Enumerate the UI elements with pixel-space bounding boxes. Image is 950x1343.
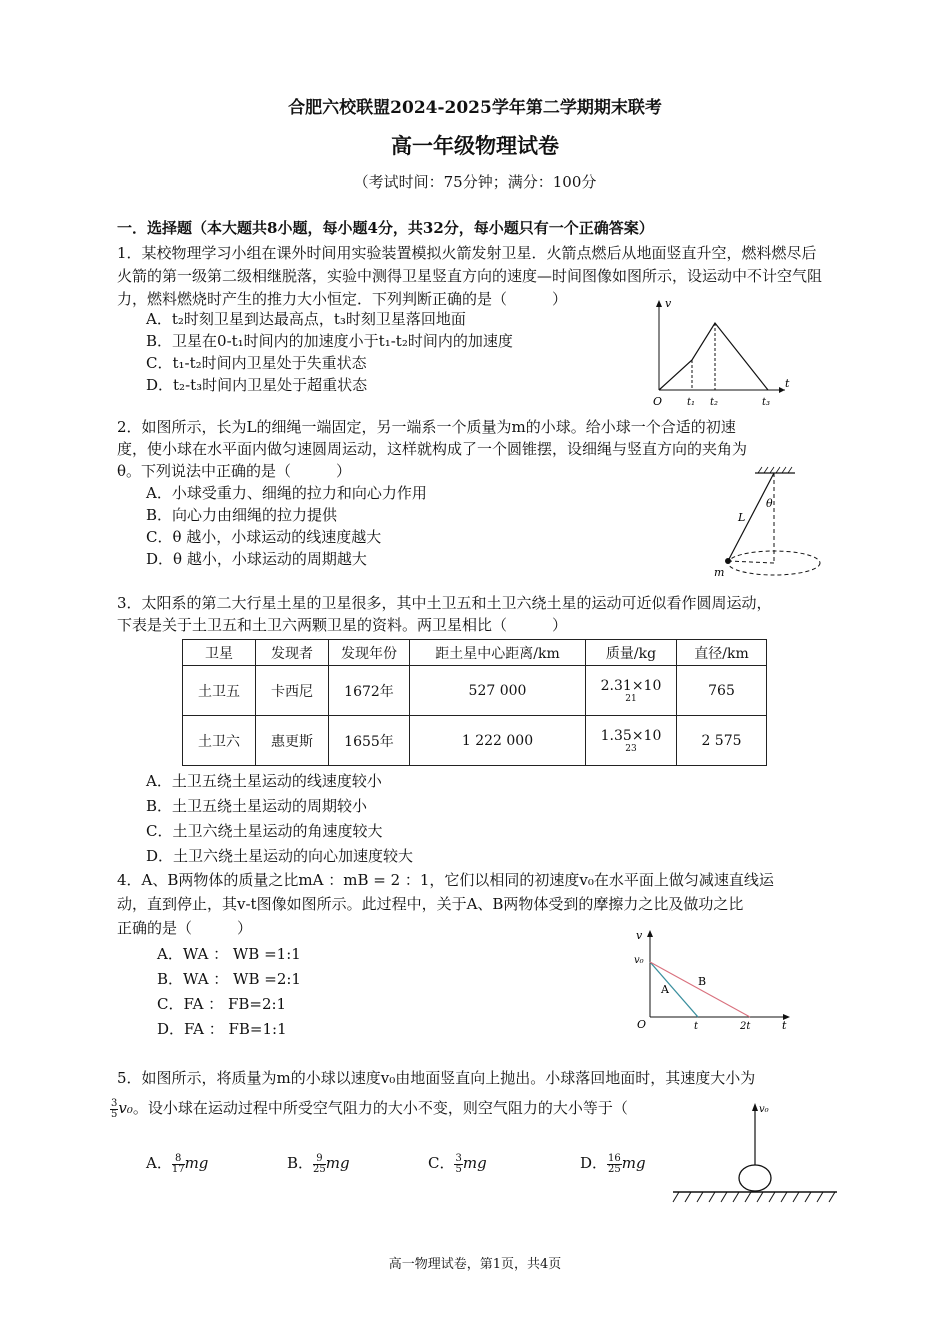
q5-option-a: A． $\frac{8}{17}$ mg [146,1152,209,1175]
q3-option-a: A．土卫五绕土星运动的线速度较小 [146,772,382,790]
table-header: 发现者 [256,640,329,666]
q3-option-b: B．土卫五绕土星运动的周期较小 [146,797,368,815]
table-cell: 1 222 000 [410,716,586,766]
q1-graph-origin: O [653,395,663,408]
q4-option-a: A．WA ： WB =1:1 [157,945,301,963]
q5-fraction: $\frac{3}{5}$ [111,1097,118,1120]
q1-graph-t3: t₃ [762,397,771,408]
q2-line: θ。下列说法中正确的是（ ） [117,462,352,480]
table-cell: 1655年 [329,716,410,766]
q3-option-d: D．土卫六绕土星运动的向心加速度较大 [146,847,414,865]
q5-line-2 [110,1098,628,1120]
table-cell: 1672年 [329,666,410,716]
q5-line-2-text: 。设小球在运动过程中所受空气阻力的大小不变，则空气阻力的大小等于（ [132,1099,628,1117]
q4-graph-b-label: B [698,975,707,988]
q2-conical-pendulum-figure [700,463,835,583]
q4-graph-2t: 2t [740,1021,751,1030]
q1-option-c: C．t₁-t₂时间内卫星处于失重状态 [146,354,367,372]
q5-option-b: B． $\frac{9}{25}$ mg [287,1152,350,1175]
table-row [183,666,767,716]
q4-graph-origin: O [637,1018,647,1030]
page-footer: 高一物理试卷，第1页，共4页 [388,1257,562,1272]
table-header: 直径/km [677,640,767,666]
q4-graph-t-label: t [782,1019,787,1030]
q4-vt-graph [630,925,795,1030]
mass-value: 2.31×10 [600,677,662,694]
q2-figure-theta: θ [766,497,773,510]
q1-line: 火箭的第一级第二级相继脱落，实验中测得卫星竖直方向的速度—时间图像如图所示，设运动中不计空气阻 [117,267,823,285]
q2-figure-L: L [738,511,746,524]
q4-graph-a-label: A [661,983,669,996]
q1-vt-graph [645,295,795,410]
table-cell: 2 575 [677,716,767,766]
table-cell: 527 000 [410,666,586,716]
mass-value: 1.35×10 [600,727,662,744]
table-cell: 惠更斯 [256,716,329,766]
q4-graph-v-label: v [636,929,643,942]
table-cell-mass [586,666,677,716]
q3-option-c: C．土卫六绕土星运动的角速度较大 [146,822,383,840]
table-cell: 卡西尼 [256,666,329,716]
exam-info: （考试时间：75分钟；满分：100分 [353,173,597,191]
q2-figure-m: m [714,566,725,579]
q1-option-a: A．t₂时刻卫星到达最高点，t₃时刻卫星落回地面 [146,310,466,328]
q4-option-b: B．WA ： WB =2:1 [157,970,301,988]
q1-line: 1．某校物理学习小组在课外时间用实验装置模拟火箭发射卫星．火箭点燃后从地面竖直升空，燃料燃尽后 [117,244,817,262]
q1-graph-t-label: t [785,377,790,390]
table-row [183,716,767,766]
mass-exponent: 21 [625,693,637,704]
q1-graph-t1: t₁ [687,397,696,408]
table-header: 发现年份 [329,640,410,666]
q1-line: 力，燃料燃烧时产生的推力大小恒定．下列判断正确的是（ ） [117,290,568,308]
q2-option-b: B．向心力由细绳的拉力提供 [146,506,338,524]
q2-line: 度，使小球在水平面内做匀速圆周运动，这样就构成了一个圆锥摆，设细绳与竖直方向的夹角为 [117,440,748,458]
q4-line: 4．A、B两物体的质量之比mA ：mB = 2 ：1，它们以相同的初速度v₀在水平面上做匀减速直线运 [117,871,774,889]
satellite-table [182,639,767,766]
table-cell-mass [586,716,677,766]
table-header: 质量/kg [586,640,677,666]
q2-line: 2．如图所示，长为L的细绳一端固定，另一端系一个质量为m的小球。给小球一个合适的初速 [117,418,736,436]
q4-line: 动，直到停止，其v-t图像如图所示。此过程中，关于A、B两物体受到的摩擦力之比及做功之比 [117,895,744,913]
q1-option-d: D．t₂-t₃时间内卫星处于超重状态 [146,376,368,394]
q5-option-d: D． $\frac{16}{25}$ mg [580,1152,646,1175]
q2-option-d: D．θ 越小，小球运动的周期越大 [146,550,367,568]
table-cell: 土卫五 [183,666,256,716]
q5-option-c: C． $\frac{3}{5}$ mg [428,1152,487,1175]
q4-option-d: D．FA ： FB=1:1 [157,1020,287,1038]
q1-option-b: B．卫星在0-t₁时间内的加速度小于t₁-t₂时间内的加速度 [146,332,513,350]
q3-line: 3．太阳系的第二大行星土星的卫星很多，其中土卫五和土卫六绕土星的运动可近似看作圆周运动， [117,594,772,612]
q5-figure-v0: v₀ [759,1104,769,1115]
q1-graph-t2: t₂ [710,397,719,408]
q4-option-c: C．FA ： FB=2:1 [157,995,287,1013]
exam-subtitle: 高一年级物理试卷 [391,133,559,158]
q5-line: 5．如图所示，将质量为m的小球以速度v₀由地面竖直向上抛出。小球落回地面时，其速度大小为 [117,1069,756,1087]
q4-line: 正确的是（ ） [117,919,253,937]
q5-v0: v₀ [118,1099,133,1117]
q4-graph-v0: v₀ [634,955,644,966]
exam-title: 合肥六校联盟2024-2025学年第二学期期末联考 [288,98,662,118]
q5-throw-figure [665,1098,845,1213]
table-header: 卫星 [183,640,256,666]
q4-graph-t: t [694,1021,699,1030]
q2-option-a: A．小球受重力、细绳的拉力和向心力作用 [146,484,427,502]
mass-exponent: 23 [625,743,637,754]
section-heading: 一．选择题（本大题共8小题，每小题4分，共32分，每小题只有一个正确答案） [117,219,654,237]
q2-option-c: C．θ 越小，小球运动的线速度越大 [146,528,382,546]
q1-graph-v-label: v [665,297,672,310]
table-cell: 765 [677,666,767,716]
q3-line: 下表是关于土卫五和土卫六两颗卫星的资料。两卫星相比（ ） [117,616,568,634]
table-header: 距土星中心距离/km [410,640,586,666]
table-header-row [183,640,767,666]
table-cell: 土卫六 [183,716,256,766]
